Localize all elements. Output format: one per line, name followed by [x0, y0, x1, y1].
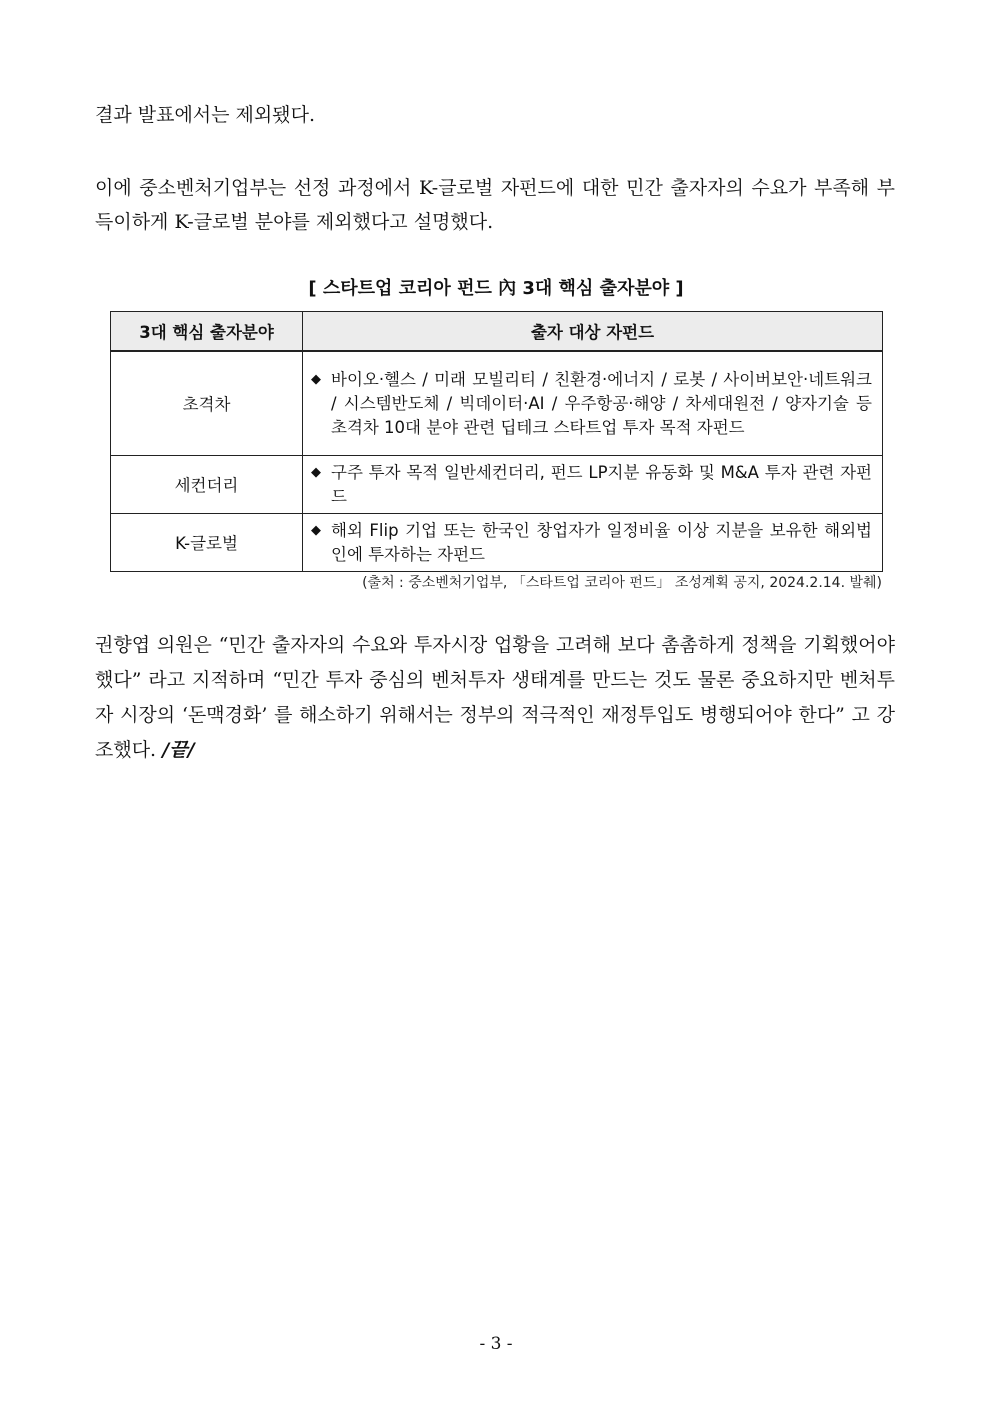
diamond-bullet-icon: ◆: [311, 522, 321, 538]
table-row: [111, 351, 883, 455]
header-area: 3대 핵심 출자분야: [111, 312, 303, 352]
table-source: (출처 : 중소벤처기업부, 「스타트업 코리아 펀드」 조성계획 공지, 2024.2.14. 발췌): [362, 575, 882, 591]
description-text: 바이오·헬스 / 미래 모빌리티 / 친환경·에너지 / 로봇 / 사이버보안·네트워크 / 시스템반도체 / 빅데이터·AI / 우주항공·해양 / 차세대원전 / 양자기술 등 초격차 10대 분야 관련 딥테크 스타트업 투자 목적 자펀드: [331, 369, 872, 437]
header-subfund: 출자 대상 자펀드: [303, 312, 883, 352]
end-mark: /끝/: [162, 739, 195, 761]
description-cell: [303, 455, 883, 513]
paragraph-2: 이에 중소벤처기업부는 선정 과정에서 K-글로벌 자펀드에 대한 민간 출자자의 수요가 부족해 부득이하게 K-글로벌 분야를 제외했다고 설명했다.: [95, 177, 895, 233]
fund-table: [110, 311, 883, 572]
page-number: - 3 -: [479, 1334, 513, 1354]
diamond-bullet-icon: ◆: [311, 371, 321, 387]
description-cell: [303, 513, 883, 571]
table-row: [111, 513, 883, 571]
description-text: 해외 Flip 기업 또는 한국인 창업자가 일정비율 이상 지분을 보유한 해외법인에 투자하는 자펀드: [331, 520, 872, 564]
area-cell: K-글로벌: [111, 513, 303, 571]
paragraph-3-text: 권향엽 의원은 “민간 출자자의 수요와 투자시장 업황을 고려해 보다 촘촘하게 정책을 기획했어야 했다” 라고 지적하며 “민간 투자 중심의 벤처투자 생태계를 만드는 것도 물론 중요하지만 벤처투자 시장의 ‘돈맥경화’ 를 해소하기 위해서는 정부의 적극적인 재정투입도 병행되어야 한다” 고 강조했다.: [95, 634, 895, 761]
diamond-bullet-icon: ◆: [311, 464, 321, 480]
paragraph-1: 결과 발표에서는 제외됐다.: [95, 104, 316, 126]
area-cell: 세컨더리: [111, 455, 303, 513]
description-text: 구주 투자 목적 일반세컨더리, 펀드 LP지분 유동화 및 M&A 투자 관련 자펀드: [331, 462, 872, 506]
area-cell: 초격차: [111, 351, 303, 455]
table-row: [111, 455, 883, 513]
description-cell: [303, 351, 883, 455]
paragraph-3: [95, 628, 895, 768]
table-header-row: [111, 312, 883, 352]
table-title: [ 스타트업 코리아 펀드 內 3대 핵심 출자분야 ]: [308, 278, 684, 299]
